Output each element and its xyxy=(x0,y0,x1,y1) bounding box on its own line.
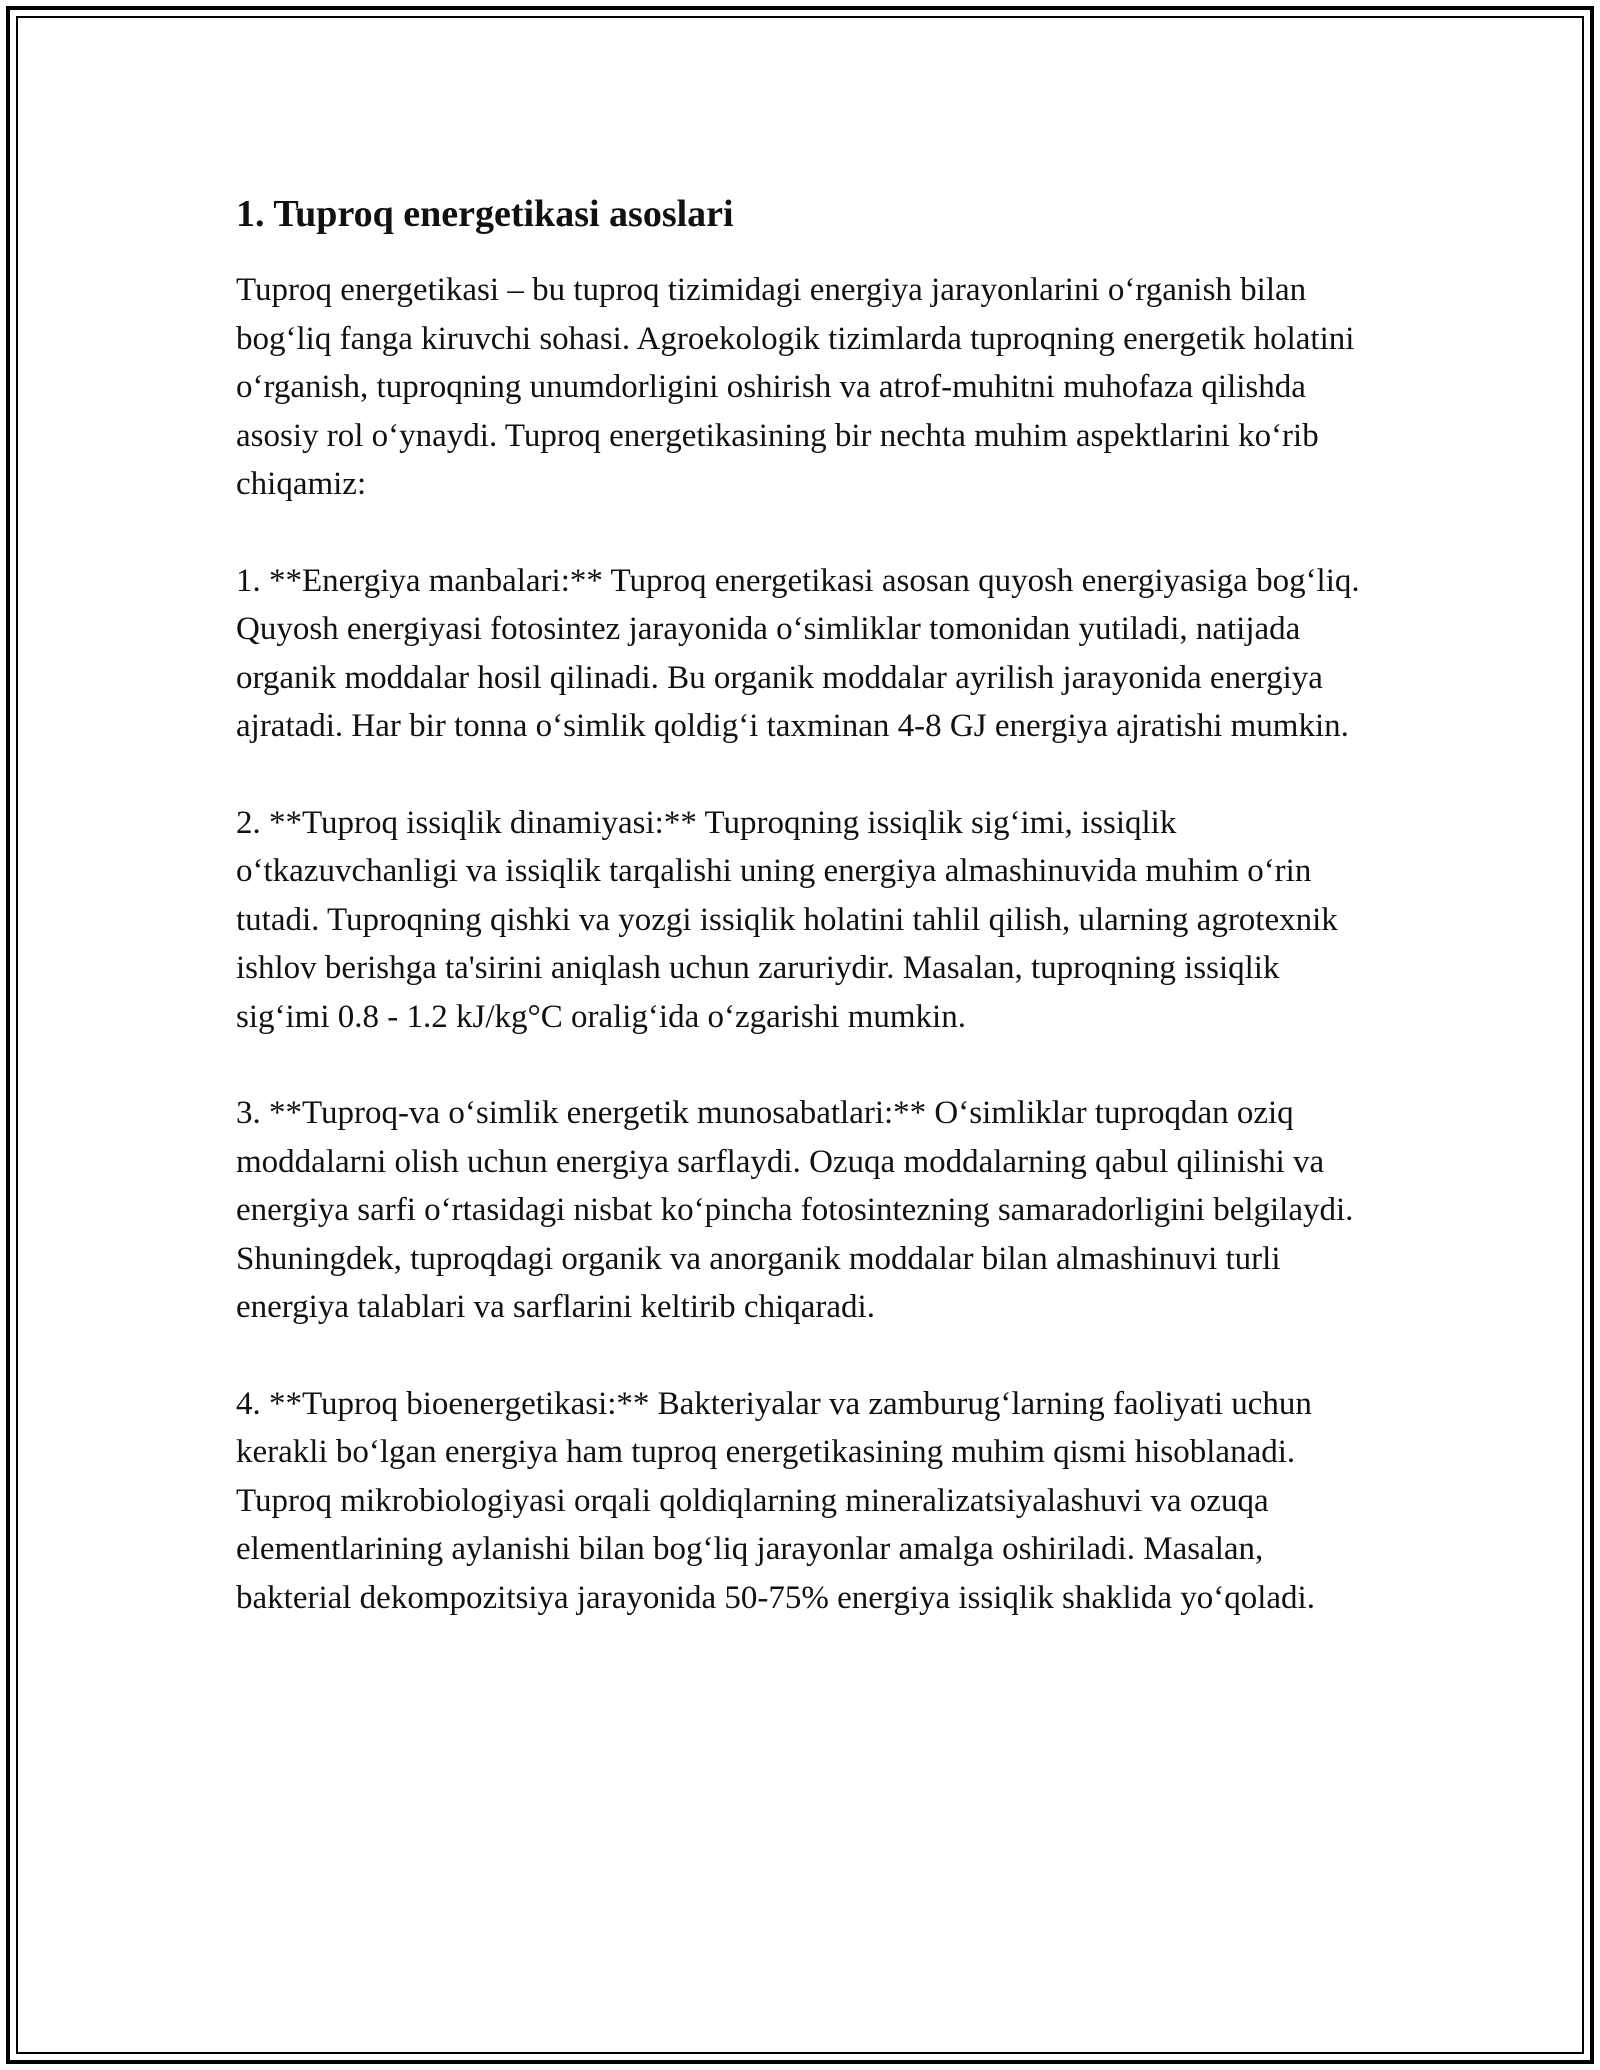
document-body xyxy=(236,190,1366,1670)
list-item-soil-plant-relations: 3. **Tuproq-va o‘simlik energetik munosabatlari:** O‘simliklar tuproqdan oziq moddalarni olish uchun energiya sarflaydi. Ozuqa moddalarning qabul qilinishi va energiya sarfi o‘rtasidagi nisbat ko‘pincha fotosintezning samaradorligini belgilaydi. Shuningdek, tuproqdagi organik va anorganik moddalar bilan almashinuvi turli energiya talablari va sarflarini keltirib chiqaradi. xyxy=(236,1095,1354,1325)
list-item-energy-sources: 1. **Energiya manbalari:** Tuproq energetikasi asosan quyosh energiyasiga bog‘liq. Quyosh energiyasi fotosintez jarayonida o‘simliklar tomonidan yutiladi, natijada organik moddalar hosil qilinadi. Bu organik moddalar ayrilish jarayonida energiya ajratadi. Har bir tonna o‘simlik qoldig‘i taxminan 4-8 GJ energiya ajratishi mumkin. xyxy=(236,562,1360,744)
list-item-bioenergetics: 4. **Tuproq bioenergetikasi:** Bakteriyalar va zamburug‘larning faoliyati uchun kerakli bo‘lgan energiya ham tuproq energetikasining muhim qismi hisoblanadi. Tuproq mikrobiologiyasi orqali qoldiqlarning mineralizatsiyalashuvi va ozuqa elementlarining aylanishi bilan bog‘liq jarayonlar amalga oshiriladi. Masalan, bakterial dekompozitsiya jarayonida 50-75% energiya issiqlik shaklida yo‘qoladi. xyxy=(236,1385,1315,1616)
intro-paragraph: Tuproq energetikasi – bu tuproq tizimidagi energiya jarayonlarini o‘rganish bilan bog‘liq fanga kiruvchi sohasi. Agroekologik tizimlarda tuproqning energetik holatini o‘rganish, tuproqning unumdorligini oshirish va atrof-muhitni muhofaza qilishda asosiy rol o‘ynaydi. Tuproq energetikasining bir nechta muhim aspektlarini ko‘rib chiqamiz: xyxy=(236,272,1355,502)
list-item-heat-dynamics: 2. **Tuproq issiqlik dinamiyasi:** Tuproqning issiqlik sig‘imi, issiqlik o‘tkazuvchanligi va issiqlik tarqalishi uning energiya almashinuvida muhim o‘rin tutadi. Tuproqning qishki va yozgi issiqlik holatini tahlil qilish, ularning agrotexnik ishlov berishga ta'sirini aniqlash uchun zaruriydir. Masalan, tuproqning issiqlik sig‘imi 0.8 - 1.2 kJ/kg°C oralig‘ida o‘zgarishi mumkin. xyxy=(236,804,1338,1035)
section-heading: 1. Tuproq energetikasi asoslari xyxy=(236,193,734,235)
